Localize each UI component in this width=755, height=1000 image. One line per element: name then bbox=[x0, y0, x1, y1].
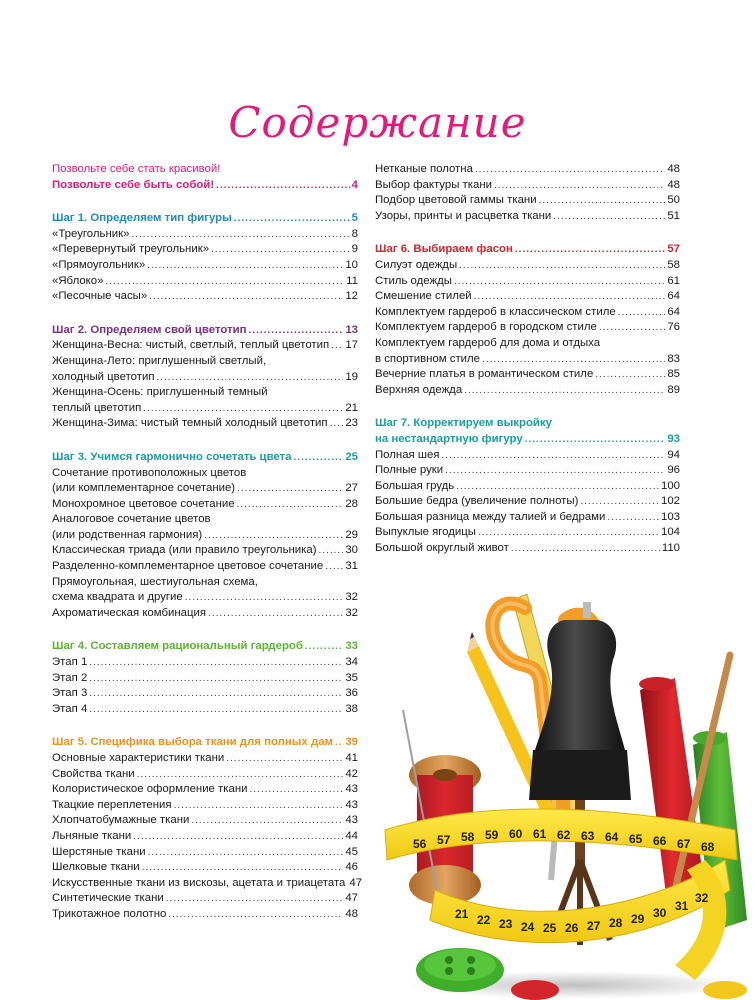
entry-page: 9 bbox=[351, 243, 358, 256]
leader-dots bbox=[142, 860, 344, 876]
entry-title: Вечерние платья в романтическом стиле bbox=[375, 368, 594, 381]
entry-page: 12 bbox=[345, 290, 358, 303]
entry-title: Шаг 2. Определяем свой цветотип bbox=[52, 323, 247, 336]
toc-entry[interactable] bbox=[52, 876, 363, 892]
entry-page: 85 bbox=[667, 368, 680, 381]
entry-title: Этап 2 bbox=[52, 671, 88, 684]
tape-number: 32 bbox=[695, 891, 709, 905]
toc-entry[interactable] bbox=[52, 767, 358, 783]
entry-title: «Песочные часы» bbox=[52, 290, 148, 303]
entry-title: «Перевернутый треугольник» bbox=[52, 243, 210, 256]
leader-dots bbox=[335, 735, 343, 751]
entry-page: 21 bbox=[345, 401, 358, 414]
entry-page: 17 bbox=[345, 339, 358, 352]
leader-dots bbox=[580, 494, 659, 510]
toc-entry[interactable] bbox=[52, 370, 358, 386]
toc-entry[interactable] bbox=[375, 541, 680, 557]
entry-title: Смешение стилей bbox=[375, 290, 472, 303]
tape-number: 31 bbox=[675, 899, 689, 913]
entry-title: Шаг 6. Выбираем фасон bbox=[375, 243, 513, 256]
entry-title: Выбор фактуры ткани bbox=[375, 178, 492, 191]
toc-entry-line[interactable]: Сочетание противоположных цветов bbox=[52, 466, 247, 479]
toc-entry[interactable] bbox=[375, 193, 680, 209]
toc-step-3 bbox=[52, 450, 358, 622]
entry-title: Искусственные ткани из вискозы, ацетата и триацетата bbox=[52, 876, 346, 889]
yellow-button-icon bbox=[703, 981, 747, 999]
leader-dots bbox=[474, 289, 666, 305]
entry-page: 13 bbox=[345, 323, 358, 336]
tape-number: 23 bbox=[499, 917, 513, 931]
leader-dots bbox=[216, 178, 350, 194]
toc-entry-line[interactable]: Аналоговое сочетание цветов bbox=[52, 513, 211, 526]
entry-title: Классическая триада (или правило треугольника) bbox=[52, 544, 317, 557]
entry-page: 19 bbox=[345, 370, 358, 383]
entry-title: Выпуклые ягодицы bbox=[375, 526, 476, 539]
toc-entry[interactable] bbox=[375, 162, 680, 178]
toc-entry[interactable] bbox=[52, 242, 358, 258]
leader-dots bbox=[525, 432, 666, 448]
toc-entry-line[interactable]: Женщина-Лето: приглушенный светлый, bbox=[52, 354, 267, 367]
entry-page: 27 bbox=[345, 482, 358, 495]
tape-number: 21 bbox=[455, 907, 469, 921]
toc-entry[interactable] bbox=[375, 494, 680, 510]
leader-dots bbox=[211, 242, 350, 258]
entry-page: 48 bbox=[345, 907, 358, 920]
toc-entry[interactable] bbox=[52, 416, 358, 432]
entry-page: 32 bbox=[345, 591, 358, 604]
entry-title: Большая грудь bbox=[375, 479, 455, 492]
entry-title: Подбор цветовой гаммы ткани bbox=[375, 194, 537, 207]
entry-page: 100 bbox=[660, 479, 680, 492]
toc-entry[interactable] bbox=[52, 751, 358, 767]
dress-form-icon bbox=[529, 602, 631, 945]
toc-entry[interactable] bbox=[52, 860, 358, 876]
step-7-heading-line-2[interactable] bbox=[375, 432, 680, 448]
entry-page: 50 bbox=[667, 194, 680, 207]
green-button-icon bbox=[416, 948, 504, 992]
toc-entry[interactable] bbox=[375, 178, 680, 194]
entry-title: Трикотажное полотно bbox=[52, 907, 167, 920]
entry-title: Верхняя одежда bbox=[375, 383, 463, 396]
leader-dots bbox=[515, 242, 665, 258]
entry-title: Комплектуем гардероб в городском стиле bbox=[375, 321, 597, 334]
entry-page: 5 bbox=[351, 212, 358, 225]
entry-title: (или комплементарное сочетание) bbox=[52, 482, 236, 495]
entry-title: Этап 4 bbox=[52, 702, 88, 715]
tape-number: 58 bbox=[461, 830, 475, 844]
step-6-heading[interactable] bbox=[375, 242, 680, 258]
entry-title: на нестандартную фигуру bbox=[375, 432, 523, 445]
tape-number: 64 bbox=[605, 830, 619, 844]
entry-title: Большие бедра (увеличение полноты) bbox=[375, 495, 579, 508]
tape-number: 56 bbox=[413, 837, 427, 851]
leader-dots bbox=[330, 416, 344, 432]
leader-dots bbox=[226, 751, 343, 767]
entry-title: Нетканые полотна bbox=[375, 163, 473, 175]
sewing-tools-illustration bbox=[375, 560, 755, 1000]
entry-title: Полная шея bbox=[375, 448, 440, 461]
entry-title: Женщина-Весна: чистый, светлый, теплый цветотип bbox=[52, 339, 330, 352]
toc-entry[interactable] bbox=[52, 829, 358, 845]
leader-dots bbox=[149, 289, 343, 305]
toc-step-7 bbox=[375, 416, 680, 556]
leader-dots bbox=[89, 671, 343, 687]
toc-intro bbox=[52, 162, 358, 193]
tape-number: 26 bbox=[565, 921, 579, 935]
entry-title: (или родственная гармония) bbox=[52, 528, 203, 541]
entry-page: 76 bbox=[667, 321, 680, 334]
leader-dots bbox=[131, 227, 349, 243]
toc-entry[interactable] bbox=[52, 798, 358, 814]
leader-dots bbox=[464, 383, 665, 399]
entry-page: 61 bbox=[667, 274, 680, 287]
toc-right-column bbox=[375, 162, 680, 557]
toc-entry[interactable] bbox=[52, 528, 358, 544]
entry-page: 32 bbox=[345, 606, 358, 619]
entry-page: 48 bbox=[667, 178, 680, 191]
toc-entry[interactable] bbox=[52, 845, 358, 861]
entry-title: Большая разница между талией и бедрами bbox=[375, 510, 606, 523]
tape-number: 65 bbox=[629, 832, 643, 846]
entry-title: Стиль одежды bbox=[375, 274, 452, 287]
entry-page: 43 bbox=[345, 783, 358, 796]
toc-entry[interactable] bbox=[375, 525, 680, 541]
leader-dots bbox=[208, 606, 343, 622]
entry-page: 51 bbox=[667, 209, 680, 222]
leader-dots bbox=[553, 209, 665, 225]
entry-page: 4 bbox=[351, 178, 358, 191]
leader-dots bbox=[459, 258, 665, 274]
entry-page: 83 bbox=[667, 352, 680, 365]
tape-number: 24 bbox=[521, 920, 535, 934]
leader-dots bbox=[157, 370, 344, 386]
entry-page: 46 bbox=[345, 861, 358, 874]
entry-page: 34 bbox=[345, 656, 358, 669]
leader-dots bbox=[442, 448, 666, 464]
tape-number: 30 bbox=[653, 906, 667, 920]
leader-dots bbox=[174, 798, 344, 814]
entry-title: Большой округлый живот bbox=[375, 542, 509, 555]
toc-entry[interactable] bbox=[52, 289, 358, 305]
toc-entry[interactable] bbox=[52, 497, 358, 513]
entry-page: 64 bbox=[667, 305, 680, 318]
entry-page: 47 bbox=[349, 876, 363, 889]
leader-dots bbox=[89, 686, 343, 702]
leader-dots bbox=[237, 497, 344, 513]
entry-page: 39 bbox=[345, 736, 358, 749]
step-2-heading[interactable] bbox=[52, 323, 358, 339]
toc-entry[interactable] bbox=[375, 448, 680, 464]
toc-entry[interactable] bbox=[375, 352, 680, 368]
tape-number: 59 bbox=[485, 828, 499, 842]
leader-dots bbox=[89, 655, 343, 671]
entry-title: Комплектуем гардероб в классическом стиле bbox=[375, 305, 616, 318]
entry-page: 48 bbox=[667, 163, 680, 175]
toc-step-5-continued bbox=[375, 162, 680, 224]
entry-page: 93 bbox=[667, 432, 680, 445]
toc-entry[interactable] bbox=[52, 907, 358, 923]
red-button-icon bbox=[511, 980, 559, 1000]
toc-entry[interactable] bbox=[52, 258, 358, 274]
toc-entry[interactable] bbox=[375, 289, 680, 305]
entry-page: 102 bbox=[660, 495, 680, 508]
leader-dots bbox=[89, 702, 343, 718]
step-1-heading[interactable] bbox=[52, 211, 358, 227]
toc-entry[interactable] bbox=[52, 590, 358, 606]
entry-page: 43 bbox=[345, 798, 358, 811]
toc-entry[interactable] bbox=[375, 463, 680, 479]
toc-entry[interactable] bbox=[52, 481, 358, 497]
entry-title: Силуэт одежды bbox=[375, 258, 458, 271]
toc-entry[interactable] bbox=[52, 401, 358, 417]
toc-left-column bbox=[52, 162, 363, 923]
entry-title: в спортивном стиле bbox=[375, 352, 481, 365]
leader-dots bbox=[133, 829, 343, 845]
leader-dots bbox=[456, 479, 659, 495]
entry-page: 30 bbox=[345, 544, 358, 557]
entry-page: 11 bbox=[346, 274, 358, 287]
tape-number: 61 bbox=[533, 827, 547, 841]
toc-entry[interactable] bbox=[375, 258, 680, 274]
entry-page: 41 bbox=[345, 752, 358, 764]
leader-dots bbox=[305, 639, 343, 655]
toc-step-1 bbox=[52, 211, 358, 305]
entry-page: 57 bbox=[667, 243, 680, 256]
toc-step-2 bbox=[52, 323, 358, 432]
toc-entry[interactable] bbox=[375, 383, 680, 399]
leader-dots bbox=[319, 543, 344, 559]
entry-page: 35 bbox=[345, 671, 358, 684]
leader-dots bbox=[331, 338, 343, 354]
tape-number: 63 bbox=[581, 829, 595, 843]
leader-dots bbox=[445, 463, 665, 479]
tape-number: 60 bbox=[509, 827, 523, 841]
leader-dots bbox=[148, 845, 344, 861]
tape-number: 22 bbox=[477, 913, 491, 927]
toc-entry[interactable] bbox=[375, 209, 680, 225]
toc-entry[interactable] bbox=[52, 702, 358, 718]
leader-dots bbox=[147, 258, 343, 274]
step-4-heading[interactable] bbox=[52, 639, 358, 655]
toc-step-6 bbox=[375, 242, 680, 398]
leader-dots bbox=[166, 891, 344, 907]
entry-title: схема квадрата и другие bbox=[52, 591, 183, 604]
entry-page: 110 bbox=[661, 542, 680, 555]
leader-dots bbox=[250, 782, 344, 798]
intro-line-2[interactable] bbox=[52, 178, 358, 194]
entry-title: Узоры, принты и расцветка ткани bbox=[375, 209, 552, 222]
entry-page: 8 bbox=[351, 227, 358, 240]
step-5-heading[interactable] bbox=[52, 735, 358, 751]
entry-title: Позвольте себе быть собой! bbox=[52, 178, 215, 191]
toc-entry[interactable] bbox=[52, 686, 358, 702]
entry-title: Этап 1 bbox=[52, 656, 88, 669]
entry-title: Шаг 5. Специфика выбора ткани для полных дам bbox=[52, 736, 333, 749]
entry-title: Этап 3 bbox=[52, 687, 88, 700]
leader-dots bbox=[599, 320, 665, 336]
entry-title: Основные характеристики ткани bbox=[52, 752, 225, 764]
entry-title: Льняные ткани bbox=[52, 829, 132, 842]
tape-number: 67 bbox=[677, 837, 691, 851]
toc-entry[interactable] bbox=[375, 367, 680, 383]
leader-dots bbox=[105, 274, 344, 290]
entry-title: Женщина-Зима: чистый темный холодный цветотип bbox=[52, 417, 328, 430]
entry-page: 23 bbox=[345, 417, 358, 430]
toc-entry[interactable] bbox=[52, 559, 358, 575]
leader-dots bbox=[234, 211, 350, 227]
toc-entry[interactable] bbox=[52, 655, 358, 671]
entry-page: 43 bbox=[345, 814, 358, 827]
entry-page: 44 bbox=[345, 829, 358, 842]
toc-entry[interactable] bbox=[52, 606, 358, 622]
leader-dots bbox=[475, 162, 665, 178]
entry-page: 28 bbox=[345, 497, 358, 510]
entry-title: «Яблоко» bbox=[52, 274, 104, 287]
tape-number: 28 bbox=[609, 916, 623, 930]
entry-title: Шаг 4. Составляем рациональный гардероб bbox=[52, 640, 303, 653]
step-7-heading-line-1[interactable]: Шаг 7. Корректируем выкройку bbox=[375, 417, 552, 430]
entry-title: Хлопчатобумажные ткани bbox=[52, 814, 190, 827]
leader-dots bbox=[168, 907, 343, 923]
entry-title: Синтетические ткани bbox=[52, 892, 164, 905]
entry-page: 45 bbox=[345, 845, 358, 858]
entry-title: Разделенно-комплементарное цветовое сочетание bbox=[52, 560, 324, 573]
entry-page: 58 bbox=[667, 258, 680, 271]
toc-entry[interactable] bbox=[52, 813, 358, 829]
tape-number: 25 bbox=[543, 921, 557, 935]
entry-title: Ткацкие переплетения bbox=[52, 798, 172, 811]
leader-dots bbox=[494, 178, 665, 194]
entry-page: 42 bbox=[345, 767, 358, 780]
toc-entry[interactable] bbox=[375, 510, 680, 526]
toc-entry[interactable] bbox=[52, 671, 358, 687]
entry-page: 64 bbox=[667, 290, 680, 303]
leader-dots bbox=[478, 525, 659, 541]
entry-page: 94 bbox=[667, 448, 680, 461]
tape-number: 57 bbox=[437, 833, 451, 847]
tape-number: 66 bbox=[653, 834, 667, 848]
leader-dots bbox=[618, 305, 666, 321]
entry-page: 89 bbox=[667, 383, 680, 396]
entry-title: холодный цветотип bbox=[52, 370, 155, 383]
entry-title: Шерстяные ткани bbox=[52, 845, 146, 858]
entry-title: Шелковые ткани bbox=[52, 861, 140, 874]
leader-dots bbox=[137, 767, 344, 783]
toc-entry-line[interactable]: Комплектуем гардероб для дома и отдыха bbox=[375, 336, 601, 349]
intro-line-1[interactable]: Позвольте себе стать красивой! bbox=[52, 163, 221, 175]
leader-dots bbox=[237, 481, 343, 497]
entry-title: Колористическое оформление ткани bbox=[52, 783, 248, 796]
leader-dots bbox=[249, 323, 344, 339]
entry-title: Шаг 1. Определяем тип фигуры bbox=[52, 212, 232, 225]
toc-entry[interactable] bbox=[52, 274, 358, 290]
toc-entry[interactable] bbox=[375, 320, 680, 336]
toc-entry-line[interactable]: Женщина-Осень: приглушенный темный bbox=[52, 386, 268, 399]
leader-dots bbox=[539, 193, 666, 209]
toc-entry[interactable] bbox=[52, 227, 358, 243]
entry-title: теплый цветотип bbox=[52, 401, 142, 414]
tape-number: 68 bbox=[701, 840, 715, 854]
toc-entry[interactable] bbox=[52, 891, 358, 907]
entry-page: 31 bbox=[345, 560, 358, 573]
entry-page: 104 bbox=[660, 526, 680, 539]
entry-page: 25 bbox=[345, 450, 358, 463]
toc-entry[interactable] bbox=[52, 338, 358, 354]
leader-dots bbox=[325, 559, 343, 575]
leader-dots bbox=[191, 813, 343, 829]
entry-title: Монохромное цветовое сочетание bbox=[52, 497, 235, 510]
leader-dots bbox=[204, 528, 343, 544]
toc-entry[interactable] bbox=[375, 479, 680, 495]
toc-entry[interactable] bbox=[375, 305, 680, 321]
entry-page: 103 bbox=[660, 510, 680, 523]
leader-dots bbox=[294, 450, 344, 466]
entry-title: Полные руки bbox=[375, 464, 444, 477]
entry-title: Ахроматическая комбинация bbox=[52, 606, 207, 619]
leader-dots bbox=[454, 274, 665, 290]
entry-page: 29 bbox=[345, 528, 358, 541]
entry-page: 96 bbox=[667, 464, 680, 477]
page-title: Содержание bbox=[228, 98, 527, 147]
step-3-heading[interactable] bbox=[52, 450, 358, 466]
toc-step-4 bbox=[52, 639, 358, 717]
toc-entry[interactable] bbox=[375, 274, 680, 290]
toc-entry[interactable] bbox=[52, 543, 358, 559]
entry-page: 10 bbox=[345, 258, 358, 271]
tape-number: 62 bbox=[557, 828, 571, 842]
leader-dots bbox=[143, 401, 343, 417]
toc-entry[interactable] bbox=[52, 782, 358, 798]
entry-page: 33 bbox=[345, 640, 358, 653]
tape-number: 29 bbox=[631, 912, 645, 926]
tape-number: 27 bbox=[587, 919, 601, 933]
entry-title: Свойства ткани bbox=[52, 767, 135, 780]
entry-title: «Прямоугольник» bbox=[52, 258, 146, 271]
entry-title: Шаг 3. Учимся гармонично сочетать цвета bbox=[52, 450, 292, 463]
leader-dots bbox=[607, 510, 659, 526]
entry-page: 38 bbox=[345, 702, 358, 715]
leader-dots bbox=[511, 541, 660, 557]
leader-dots bbox=[482, 352, 665, 368]
entry-title: «Треугольник» bbox=[52, 227, 130, 240]
toc-step-5 bbox=[52, 735, 363, 922]
leader-dots bbox=[185, 590, 344, 606]
entry-page: 36 bbox=[345, 687, 358, 700]
toc-entry-line[interactable]: Прямоугольная, шестиугольная схема, bbox=[52, 575, 258, 588]
leader-dots bbox=[595, 367, 665, 383]
entry-page: 47 bbox=[345, 892, 358, 905]
